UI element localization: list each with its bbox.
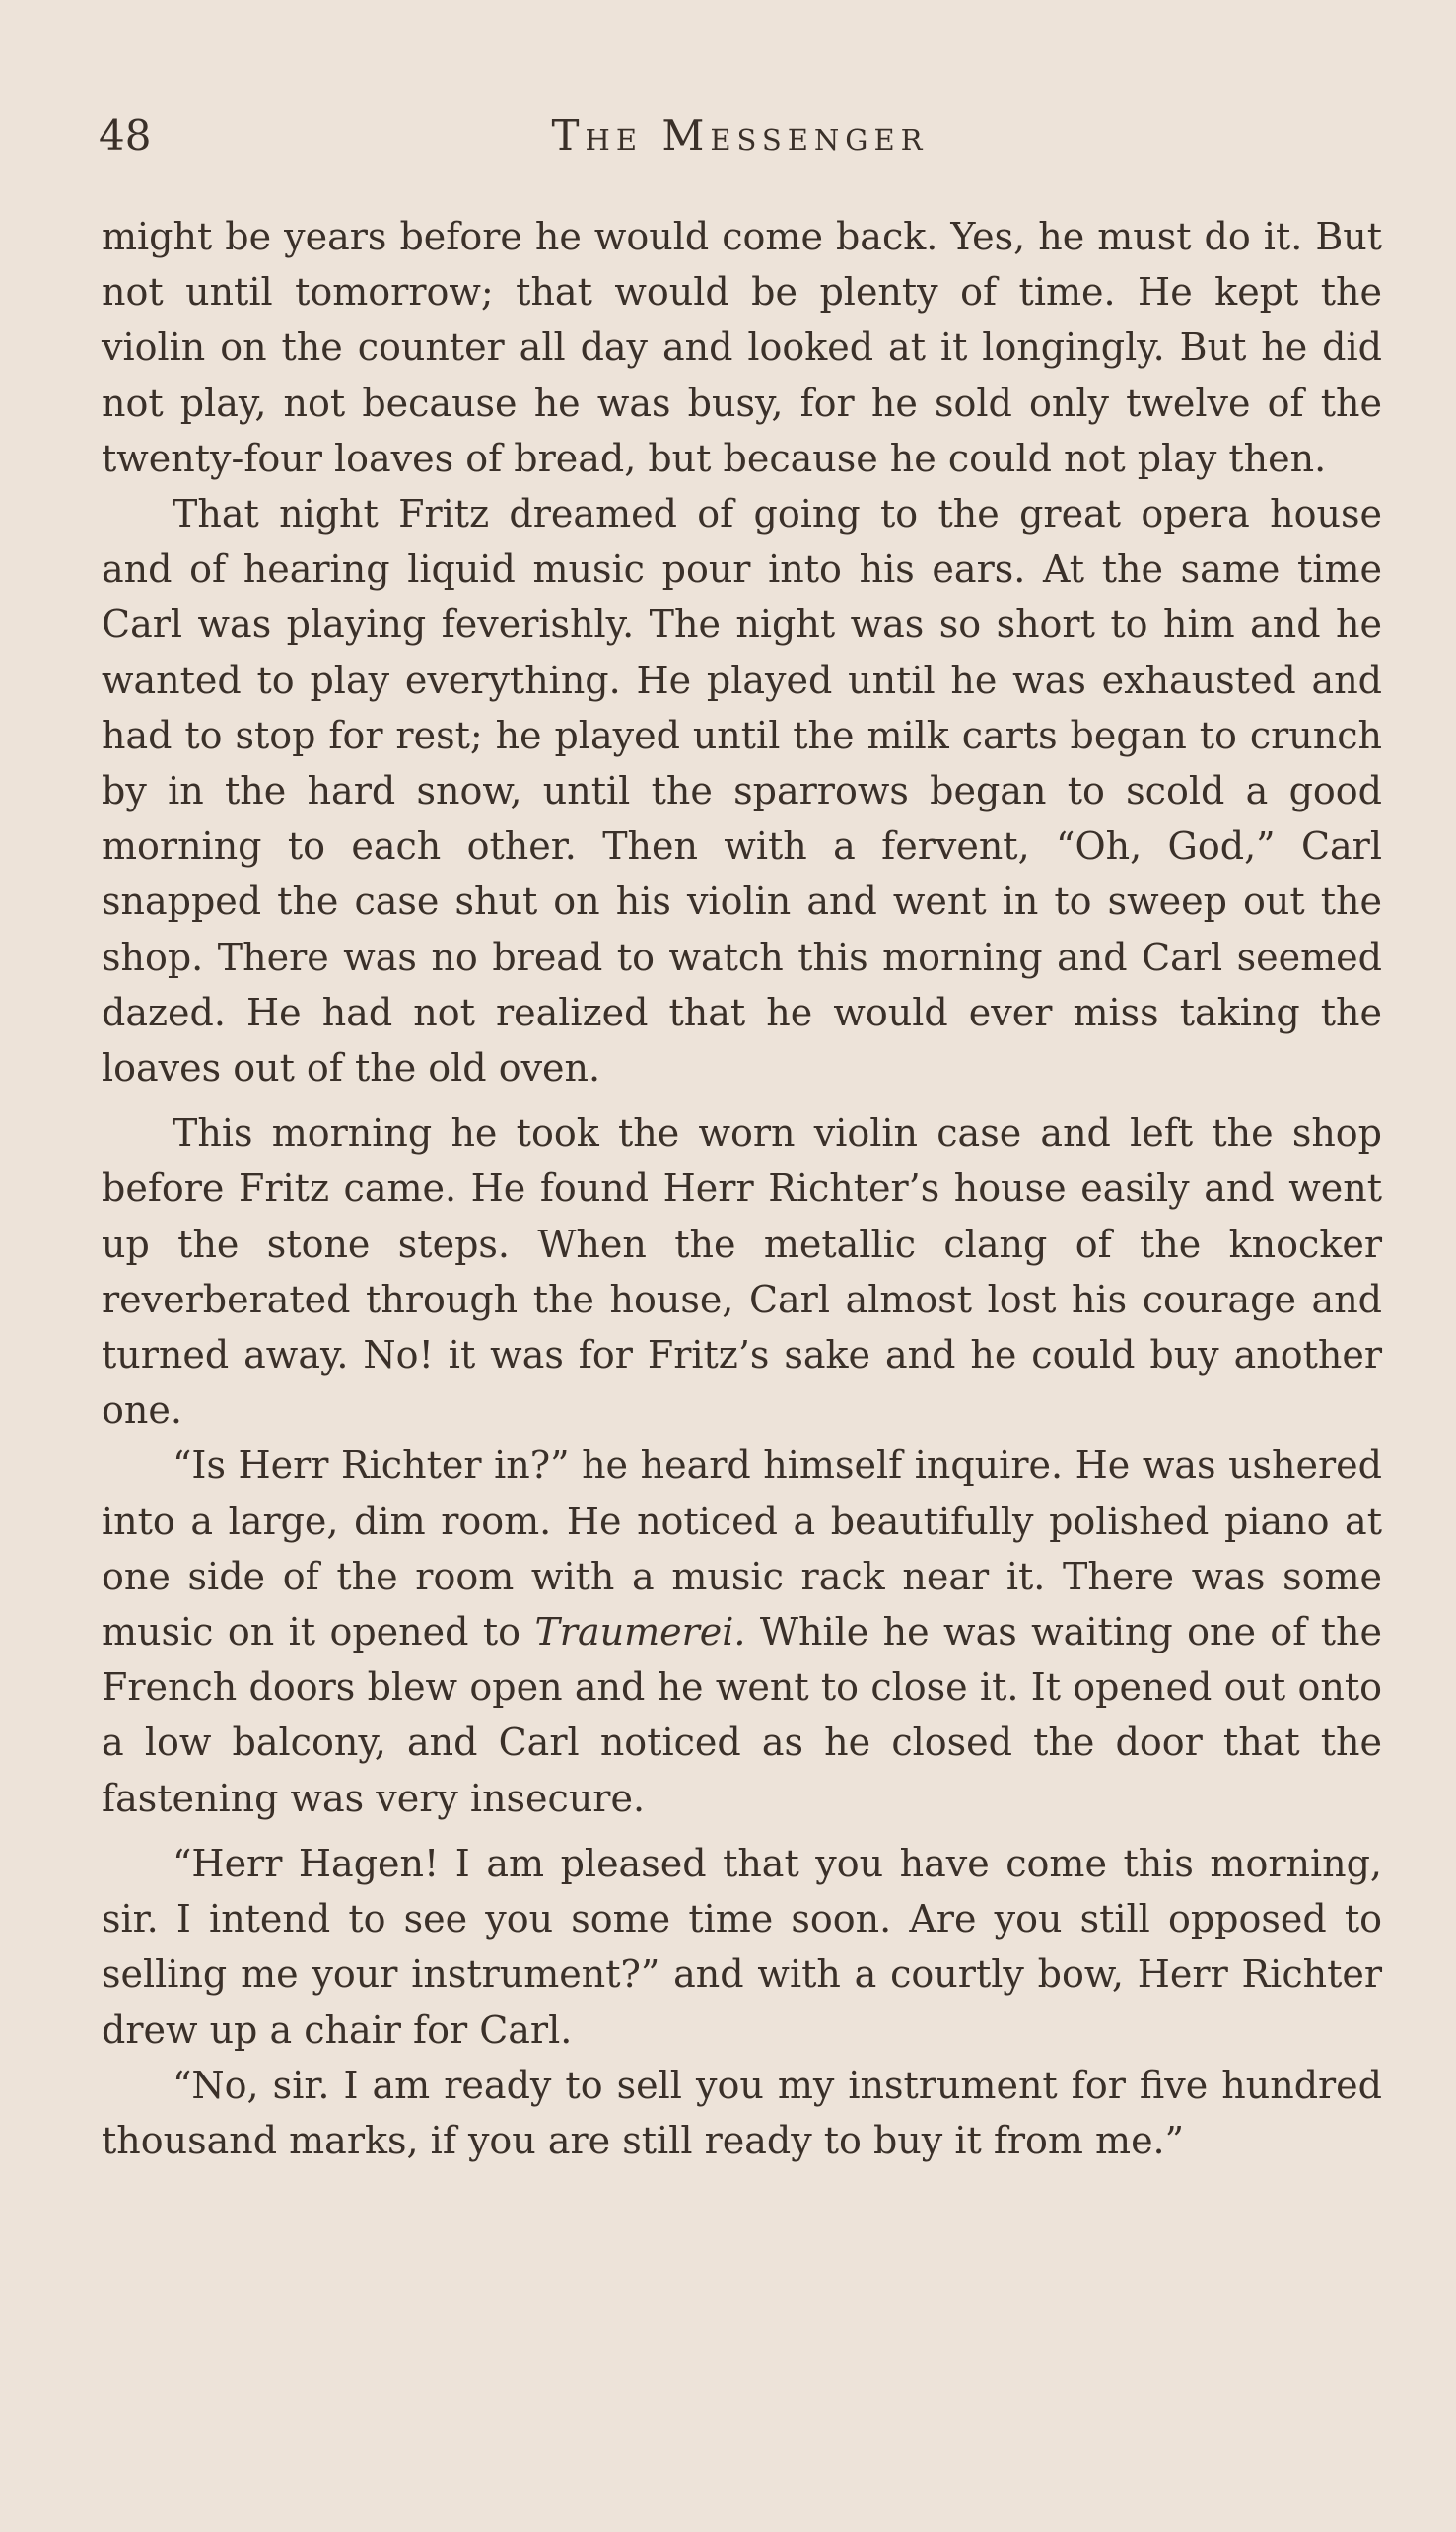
running-head: The Messenger [551, 111, 929, 160]
paragraph-3: This morning he took the worn violin case and left the shop before Fritz came. He found Herr Richter’s house easily and went up the stone steps. When the metallic clang of the knocker reverberated through the house, Carl almost lost his courage and turned away. No! it was for Fritz’s sake and he could buy another one. [102, 1111, 1382, 1433]
paragraph-4 [102, 1438, 1382, 1825]
paragraph-4-text-before: “Is Herr Richter in?” he heard himself inquire. He was ushered into a large, dim room. He noticed a beautifully polished piano at one side of the room with a music rack near it. There was some music on it opened to [102, 1443, 1382, 1654]
paragraph-1: might be years before he would come back. Yes, he must do it. But not until tomorrow; that would be plenty of time. He kept the violin on the counter all day and looked at it longingly. But he did not play, not because he was busy, for he sold only twelve of the twenty-four loaves of bread, but because he could not play then. [102, 215, 1382, 480]
paragraph-4-text-after: While he was waiting one of the French doors blew open and he went to close it. It opened out onto a low balcony, and Carl noticed as he closed the door that the fastening was very insecure. [102, 1610, 1382, 1820]
page-number: 48 [99, 111, 152, 160]
body-text [102, 209, 1382, 2168]
page-header [99, 106, 1381, 166]
paragraph-5: “Herr Hagen! I am pleased that you have come this morning, sir. I intend to see you some time soon. Are you still opposed to selling me your instrument?” and with a courtly bow, Herr Richter drew up a chair for Carl. [102, 1841, 1382, 2052]
paragraph-6: “No, sir. I am ready to sell you my instrument for five hundred thousand marks, if you are still ready to buy it from me.” [102, 2063, 1382, 2162]
paragraph-4-italic-title: Traumerei. [534, 1610, 746, 1654]
paragraph-2: That night Fritz dreamed of going to the great opera house and of hearing liquid music pour into his ears. At the same time Carl was playing feverishly. The night was so short to him and he wanted to play everything. He played until he was exhausted and had to stop for rest; he played until the milk carts began to crunch by in the hard snow, until the sparrows began to scold a good morning to each other. Then with a fervent, “Oh, God,” Carl snapped the case shut on his violin and went in to sweep out the shop. There was no bread to watch this morning and Carl seemed dazed. He had not realized that he would ever miss taking the loaves out of the old oven. [102, 492, 1382, 1090]
